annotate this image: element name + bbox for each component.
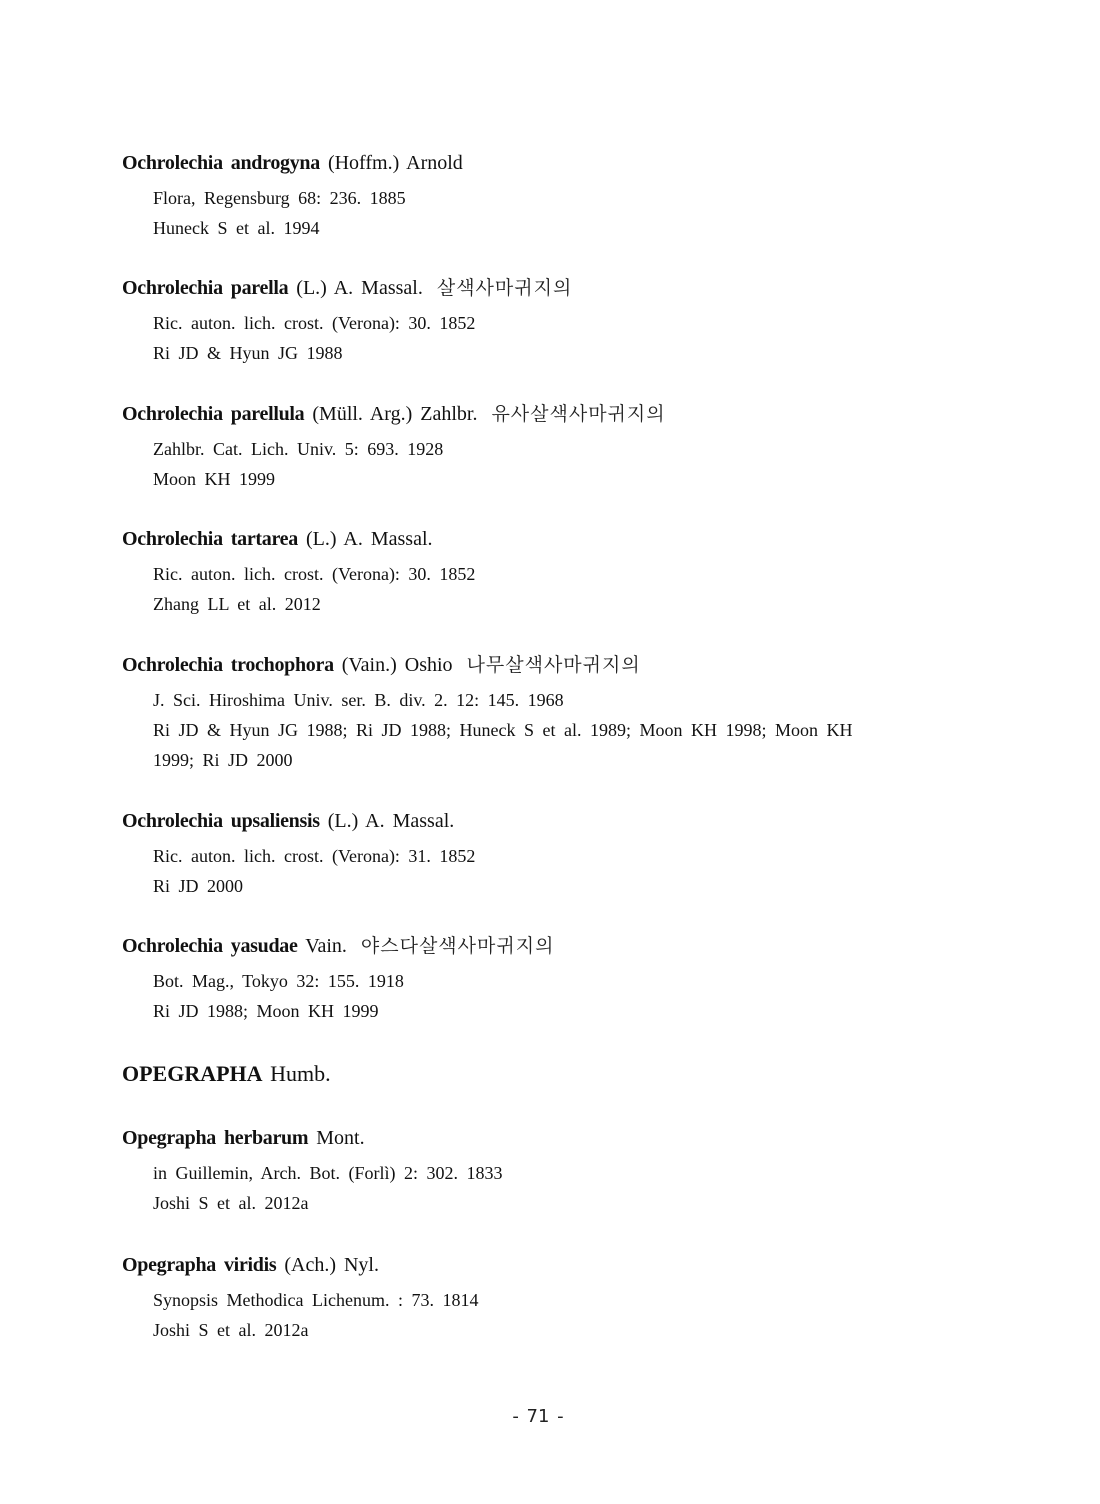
korean-common-name: 야스다살색사마귀지의 — [360, 935, 555, 957]
korean-common-name: 살색사마귀지의 — [436, 277, 573, 299]
species-name-line — [122, 809, 982, 833]
species-authority: (L.) A. Massal. — [327, 810, 455, 832]
reference-list: Zhang LL et al. 2012 — [153, 594, 321, 614]
species-name-line — [122, 653, 982, 677]
reference-list-continued: 1999; Ri JD 2000 — [153, 750, 293, 770]
species-authority: Vain. — [305, 935, 347, 957]
species-genus: Ochrolechia — [122, 810, 223, 832]
species-epithet: trochophora — [230, 654, 334, 676]
publication-citation: in Guillemin, Arch. Bot. (Forlì) 2: 302. 1833 — [153, 1163, 503, 1183]
publication-citation: Ric. auton. lich. crost. (Verona): 30. 1852 — [153, 313, 476, 333]
species-authority: (L.) A. Massal. — [305, 528, 433, 550]
species-entry — [122, 653, 982, 775]
species-authority: (L.) A. Massal. — [296, 277, 423, 299]
publication-citation: Synopsis Methodica Lichenum. : 73. 1814 — [153, 1290, 479, 1310]
species-entry — [122, 527, 982, 619]
reference-list: Joshi S et al. 2012a — [153, 1320, 309, 1340]
species-entry — [122, 934, 982, 1026]
genus-heading — [122, 1061, 331, 1087]
genus-name: OPEGRAPHA — [122, 1061, 263, 1086]
species-genus: Opegrapha — [122, 1127, 216, 1149]
page-number: - 71 - — [512, 1406, 564, 1427]
species-authority: (Vain.) Oshio — [341, 654, 453, 676]
species-name-line — [122, 151, 982, 175]
species-genus: Ochrolechia — [122, 277, 223, 299]
species-genus: Ochrolechia — [122, 654, 223, 676]
reference-list: Joshi S et al. 2012a — [153, 1193, 309, 1213]
species-authority: (Hoffm.) Arnold — [327, 152, 463, 174]
species-genus: Ochrolechia — [122, 152, 223, 174]
reference-list: Huneck S et al. 1994 — [153, 218, 320, 238]
species-genus: Ochrolechia — [122, 528, 223, 550]
korean-common-name: 나무살색사마귀지의 — [466, 654, 641, 676]
species-entry — [122, 1253, 982, 1345]
species-genus: Ochrolechia — [122, 935, 223, 957]
species-genus: Opegrapha — [122, 1254, 216, 1276]
species-epithet: yasudae — [230, 935, 298, 957]
species-entry — [122, 809, 982, 901]
species-epithet: androgyna — [230, 152, 320, 174]
species-entry — [122, 402, 982, 494]
reference-list: Ri JD & Hyun JG 1988 — [153, 343, 343, 363]
publication-citation: Flora, Regensburg 68: 236. 1885 — [153, 188, 406, 208]
species-entry — [122, 276, 982, 368]
reference-list: Moon KH 1999 — [153, 469, 276, 489]
species-authority: (Ach.) Nyl. — [284, 1254, 379, 1276]
species-epithet: parella — [230, 277, 289, 299]
reference-list: Ri JD 1988; Moon KH 1999 — [153, 1001, 379, 1021]
species-name-line — [122, 1253, 982, 1277]
publication-citation: Zahlbr. Cat. Lich. Univ. 5: 693. 1928 — [153, 439, 444, 459]
species-epithet: tartarea — [230, 528, 298, 550]
species-genus: Ochrolechia — [122, 403, 223, 425]
publication-citation: J. Sci. Hiroshima Univ. ser. B. div. 2. 12: 145. 1968 — [153, 690, 564, 710]
publication-citation: Ric. auton. lich. crost. (Verona): 31. 1852 — [153, 846, 476, 866]
species-authority: Mont. — [316, 1127, 365, 1149]
species-epithet: herbarum — [223, 1127, 309, 1149]
species-name-line — [122, 527, 982, 551]
reference-list: Ri JD 2000 — [153, 876, 244, 896]
species-authority: (Müll. Arg.) Zahlbr. — [312, 403, 478, 425]
species-epithet: upsaliensis — [230, 810, 320, 832]
species-name-line — [122, 402, 982, 426]
species-entry — [122, 151, 982, 243]
korean-common-name: 유사살색사마귀지의 — [491, 403, 666, 425]
species-name-line — [122, 1126, 982, 1150]
publication-citation: Ric. auton. lich. crost. (Verona): 30. 1852 — [153, 564, 476, 584]
species-epithet: viridis — [223, 1254, 277, 1276]
species-epithet: parellula — [230, 403, 305, 425]
genus-authority: Humb. — [270, 1061, 331, 1086]
reference-list: Ri JD & Hyun JG 1988; Ri JD 1988; Huneck S et al. 1989; Moon KH 1998; Moon KH — [153, 720, 853, 740]
species-entry — [122, 1126, 982, 1218]
species-name-line — [122, 934, 982, 958]
species-name-line — [122, 276, 982, 300]
publication-citation: Bot. Mag., Tokyo 32: 155. 1918 — [153, 971, 404, 991]
